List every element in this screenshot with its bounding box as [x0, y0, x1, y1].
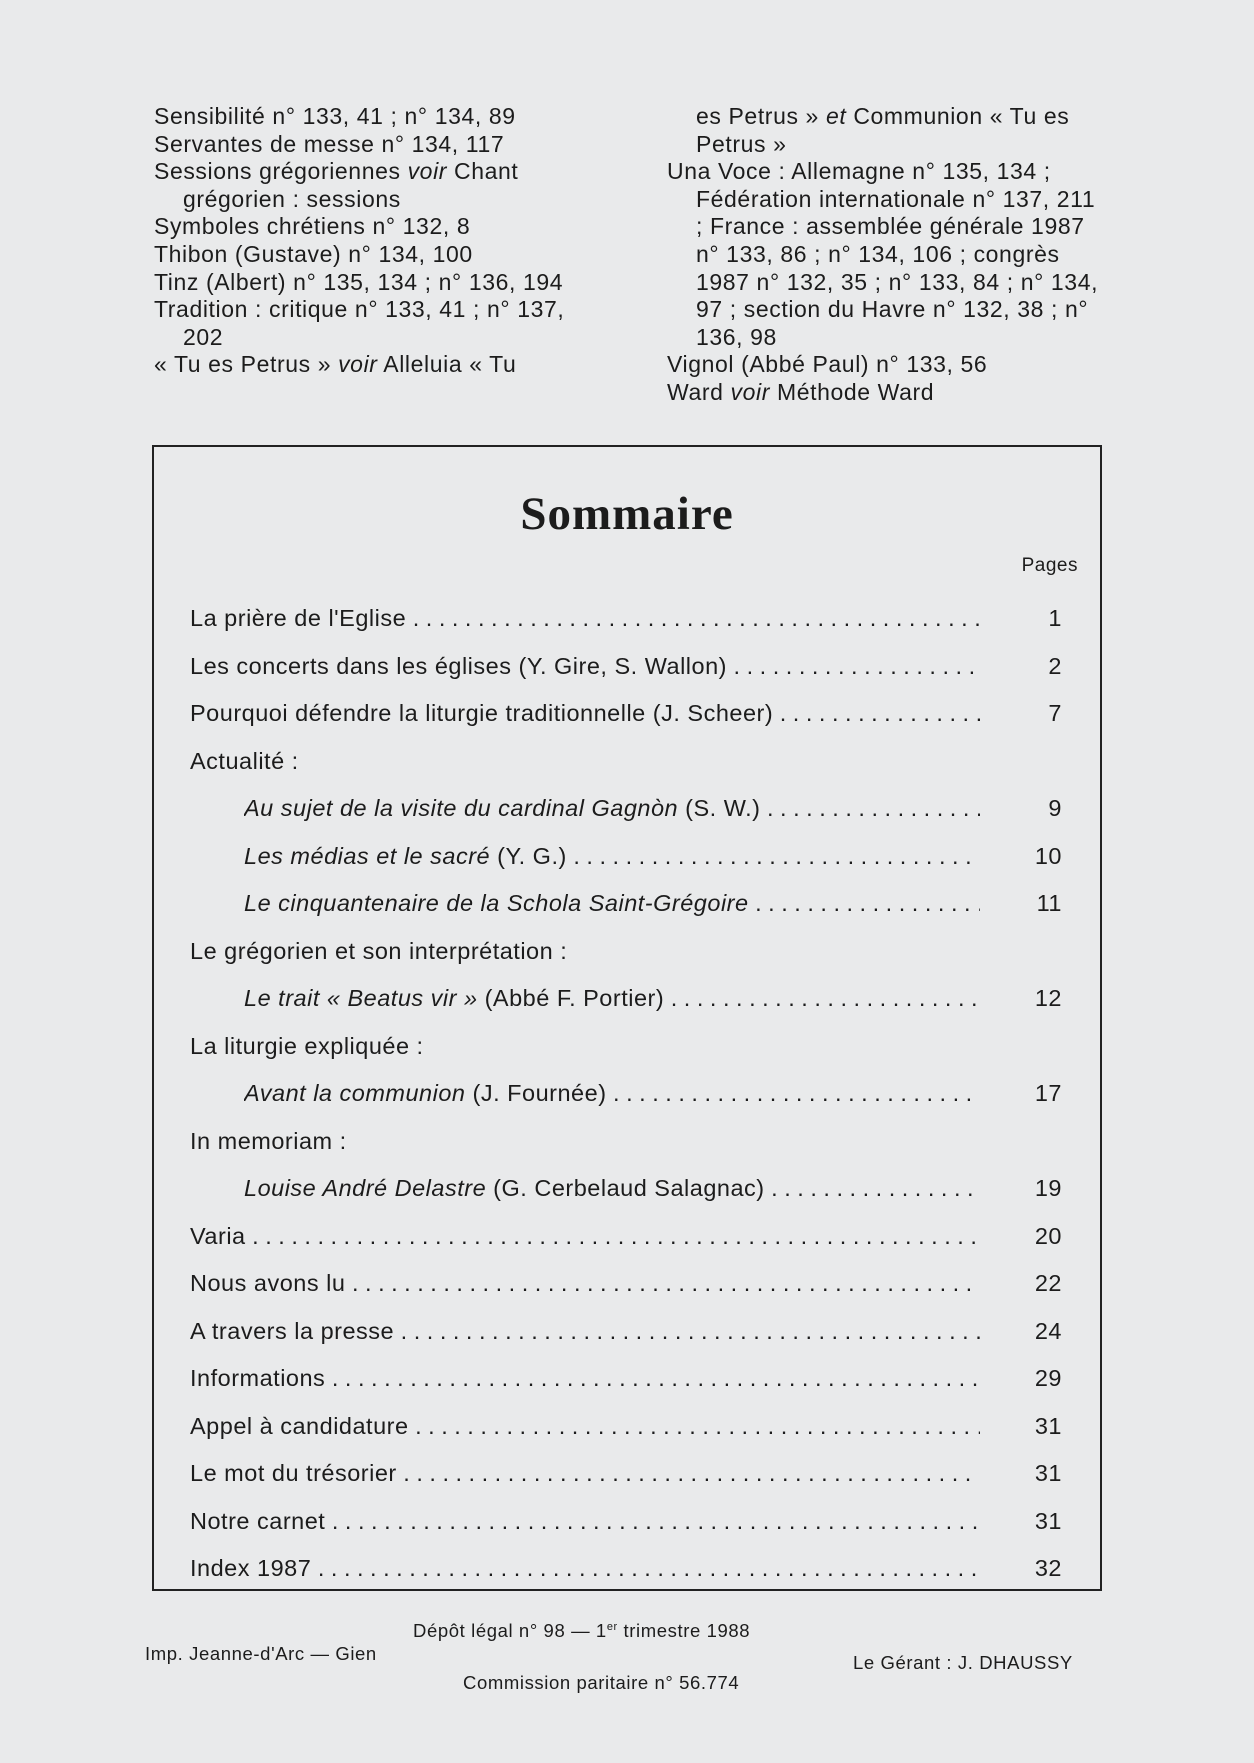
toc-section-heading	[190, 1120, 1062, 1168]
toc-entry	[190, 1310, 1062, 1358]
toc-entry-title: Le trait « Beatus vir » (Abbé F. Portier) . . .	[244, 985, 980, 1012]
index-entry: Una Voce : Allemagne n° 135, 134 ; Fédération internationale n° 137, 211 ; France : assemblée générale 1987 n° 133, 86 ; n° 134, 106 ; congrès 1987 n° 132, 35 ; n° 133, 84 ; n° 134, 97 ; section du Havre n° 132, 38 ; n° 136, 98	[667, 158, 1099, 350]
index-entry: Tinz (Albert) n° 135, 134 ; n° 136, 194	[154, 268, 564, 295]
index-left-column	[154, 103, 594, 379]
toc-page-number: 9	[1048, 795, 1062, 821]
toc-page-number: 1	[1048, 605, 1062, 631]
toc-page-number: 7	[1048, 700, 1062, 726]
imprimeur: Imp. Jeanne-d'Arc — Gien	[145, 1643, 377, 1664]
toc-entry-title: Pourquoi défendre la liturgie traditionnelle (J. Scheer) . . .	[190, 700, 980, 727]
toc-entry	[190, 1547, 1062, 1595]
toc-page-number: 31	[1034, 1460, 1062, 1486]
toc-entry	[190, 1452, 1062, 1500]
gerant: Le Gérant : J. DHAUSSY	[853, 1652, 1073, 1673]
toc-entry	[190, 1215, 1062, 1263]
index-entry: Tradition : critique n° 133, 41 ; n° 137, 202	[154, 296, 565, 350]
toc-entry	[190, 787, 1062, 835]
toc-entry	[190, 1405, 1062, 1453]
toc-entry	[190, 597, 1062, 645]
toc-entry-title: La prière de l'Eglise . . .	[190, 605, 980, 632]
toc-page-number: 31	[1034, 1507, 1062, 1534]
toc-entry	[190, 1072, 1062, 1120]
toc-page-number: 17	[1034, 1080, 1062, 1106]
toc-entry	[190, 835, 1062, 883]
index-entry: « Tu es Petrus » voir Alleluia « Tu	[154, 351, 517, 378]
toc-page-number: 10	[1034, 842, 1062, 869]
toc-entry-title: In memoriam :	[190, 1127, 347, 1154]
toc-page-number: 29	[1034, 1365, 1062, 1391]
toc-page-number: 11	[1036, 890, 1062, 916]
toc-page-number: 2	[1048, 652, 1062, 679]
toc-entry	[190, 882, 1062, 930]
toc-entry-title: Notre carnet . . .	[190, 1508, 980, 1535]
index-entry: Sessions grégoriennes voir Chant grégorien : sessions	[154, 158, 519, 212]
toc-entry-title: Nous avons lu . . .	[190, 1270, 980, 1297]
index-right-column	[667, 103, 1107, 407]
index-entry: Vignol (Abbé Paul) n° 133, 56	[667, 351, 988, 378]
toc-entry-title: Avant la communion (J. Fournée) . . .	[244, 1080, 980, 1107]
toc-entry	[190, 692, 1062, 740]
toc-page-number: 20	[1034, 1222, 1062, 1249]
toc-entry-title: Le grégorien et son interprétation :	[190, 937, 568, 964]
toc-entry	[190, 977, 1062, 1025]
toc-section-heading	[190, 740, 1062, 788]
index-entry: Sensibilité n° 133, 41 ; n° 134, 89	[154, 103, 516, 129]
toc-entry-title: Actualité :	[190, 747, 299, 774]
toc-section-heading	[190, 930, 1062, 978]
toc-entry-title: Appel à candidature . . .	[190, 1413, 980, 1440]
toc-entry-title: A travers la presse . . .	[190, 1318, 980, 1345]
index-entry: Symboles chrétiens n° 132, 8	[154, 213, 471, 240]
toc-entry-title: Louise André Delastre (G. Cerbelaud Salagnac) . . .	[244, 1175, 980, 1202]
index-entry: Thibon (Gustave) n° 134, 100	[154, 240, 473, 267]
toc-page-number: 22	[1034, 1270, 1062, 1296]
toc-page-number: 24	[1034, 1317, 1062, 1344]
toc-entry-title: Au sujet de la visite du cardinal Gagnòn (S. W.) . . .	[244, 795, 980, 822]
toc-page-number: 32	[1034, 1555, 1062, 1581]
toc-entry-title: Index 1987 . . .	[190, 1555, 980, 1582]
toc-entry-title: La liturgie expliquée :	[190, 1032, 424, 1059]
toc-page-number: 31	[1034, 1412, 1062, 1439]
toc-entry	[190, 1357, 1062, 1405]
toc-entry-title: Les concerts dans les églises (Y. Gire, S. Wallon) . . .	[190, 653, 980, 680]
toc-entry	[190, 645, 1062, 693]
toc-entry	[190, 1262, 1062, 1310]
toc-entry-title: Varia . . .	[190, 1223, 980, 1250]
index-entry: Servantes de messe n° 134, 117	[154, 130, 505, 157]
index-entry: es Petrus » et Communion « Tu es Petrus »	[696, 103, 1070, 157]
sommaire-title: Sommaire	[520, 488, 734, 540]
sommaire-box	[152, 445, 1102, 1591]
commission-paritaire: Commission paritaire n° 56.774	[463, 1672, 740, 1693]
depot-legal: Dépôt légal n° 98 — 1er trimestre 1988	[413, 1620, 751, 1641]
toc-entry-title: Le cinquantenaire de la Schola Saint-Grégoire . . .	[244, 890, 980, 917]
toc-entry-title: Le mot du trésorier . . .	[190, 1460, 980, 1487]
toc-entry	[190, 1500, 1062, 1548]
toc-page-number: 19	[1034, 1175, 1062, 1201]
index-entry: Ward voir Méthode Ward	[667, 378, 935, 405]
toc-page-number: 12	[1034, 985, 1062, 1011]
toc-entry	[190, 1167, 1062, 1215]
pages-column-header: Pages	[1021, 555, 1078, 576]
table-of-contents	[190, 597, 1062, 1595]
toc-section-heading	[190, 1025, 1062, 1073]
toc-entry-title: Informations . . .	[190, 1365, 980, 1392]
toc-entry-title: Les médias et le sacré (Y. G.) . . .	[244, 843, 980, 870]
